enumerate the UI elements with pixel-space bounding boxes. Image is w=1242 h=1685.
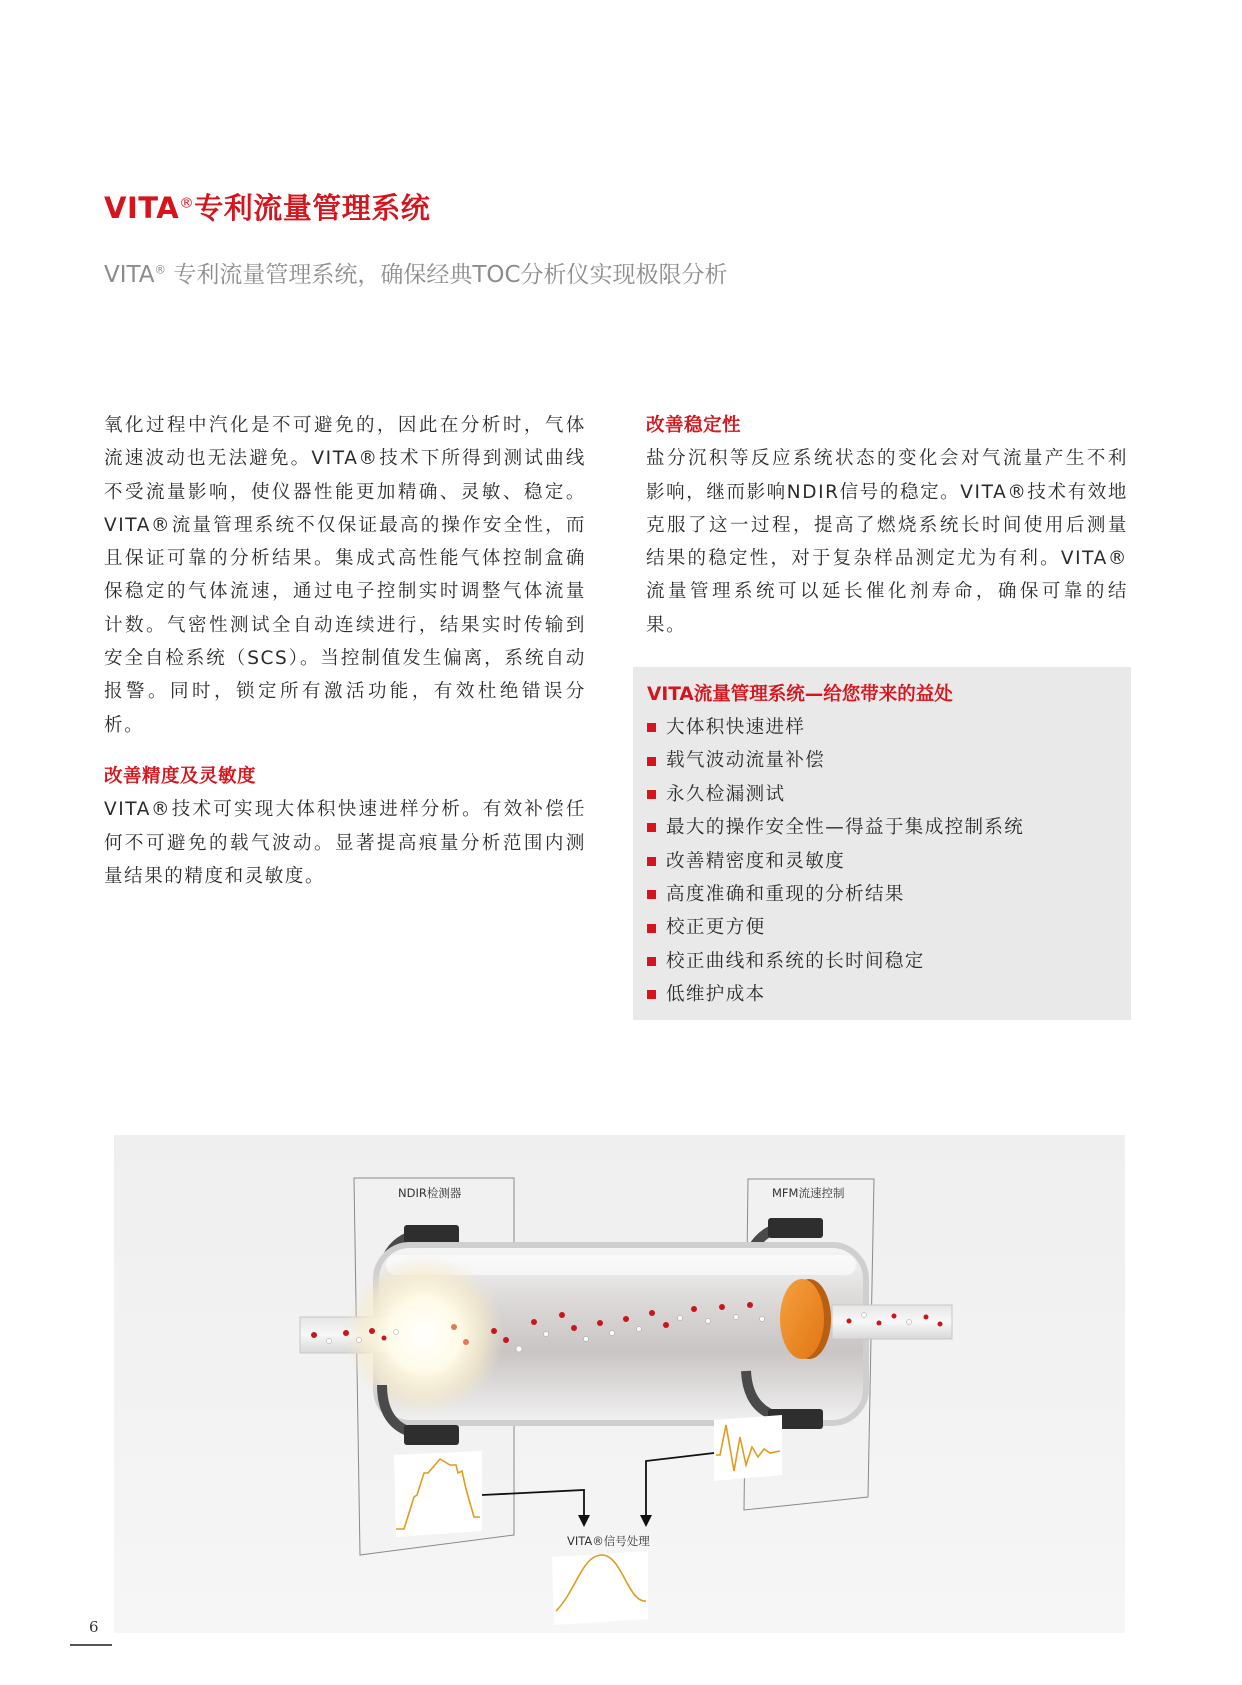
- list-item: 校正更方便: [647, 911, 1024, 944]
- square-bullet-icon: [647, 890, 656, 899]
- square-bullet-icon: [647, 823, 656, 832]
- mfm-clamp-top: [768, 1218, 823, 1238]
- ndir-label: NDIR检测器: [398, 1186, 462, 1200]
- vita-flow-diagram: [114, 1135, 1125, 1633]
- title-brand: VITA: [104, 191, 180, 225]
- page-number-rule: [70, 1644, 112, 1646]
- list-item: 永久检漏测试: [647, 778, 1024, 811]
- list-item: 校正曲线和系统的长时间稳定: [647, 945, 1024, 978]
- subtitle-brand: VITA: [104, 262, 155, 288]
- registered-mark: ®: [154, 262, 167, 277]
- registered-mark: ®: [179, 195, 195, 212]
- signal-arrows: [482, 1453, 714, 1527]
- mfm-signal-chart: [714, 1415, 782, 1481]
- diagram-illustration: [114, 1135, 1125, 1633]
- left-column: [104, 409, 586, 893]
- page-number: 6: [89, 1618, 99, 1636]
- square-bullet-icon: [647, 757, 656, 766]
- benefits-title: VITA流量管理系统—给您带来的益处: [647, 684, 953, 705]
- list-item: 最大的操作安全性—得益于集成控制系统: [647, 811, 1024, 844]
- stability-paragraph: 盐分沉积等反应系统状态的变化会对气流量产生不利影响，继而影响NDIR信号的稳定。VITA®技术有效地克服了这一过程，提高了燃烧系统长时间使用后测量结果的稳定性，对于复杂样品测定尤为有利。VITA®流量管理系统可以延长催化剂寿命，确保可靠的结果。: [646, 448, 1128, 636]
- square-bullet-icon: [647, 723, 656, 732]
- list-item: 大体积快速进样: [647, 711, 1024, 744]
- square-bullet-icon: [647, 857, 656, 866]
- vita-processed-signal-chart: [552, 1551, 648, 1625]
- ndir-light-source-icon: [344, 1255, 504, 1415]
- vita-processing-label: VITA®信号处理: [567, 1534, 650, 1548]
- section-heading-precision: 改善精度及灵敏度: [104, 765, 257, 787]
- square-bullet-icon: [647, 990, 656, 999]
- ndir-signal-chart: [394, 1451, 482, 1537]
- section-heading-stability: 改善稳定性: [646, 415, 742, 436]
- orange-flow-disc: [780, 1279, 831, 1359]
- subtitle-text: 专利流量管理系统，确保经典TOC分析仪实现极限分析: [166, 262, 728, 288]
- benefits-panel: [633, 667, 1131, 1020]
- square-bullet-icon: [647, 924, 656, 933]
- precision-paragraph: VITA®技术可实现大体积快速进样分析。有效补偿任何不可避免的载气波动。显著提高痕量分析范围内测量结果的精度和灵敏度。: [104, 799, 586, 887]
- list-item: 高度准确和重现的分析结果: [647, 878, 1024, 911]
- intro-paragraph: 氧化过程中汽化是不可避免的，因此在分析时，气体流速波动也无法避免。VITA®技术下所得到测试曲线不受流量影响，使仪器性能更加精确、灵敏、稳定。VITA®流量管理系统不仅保证最高的操作安全性，而且保证可靠的分析结果。集成式高性能气体控制盒确保稳定的气体流速，通过电子控制实时调整气体流量计数。气密性测试全自动连续进行，结果实时传输到安全自检系统（SCS）。当控制值发生偏离，系统自动报警。同时，锁定所有激活功能，有效杜绝错误分析。: [104, 415, 586, 736]
- title-text: 专利流量管理系统: [194, 191, 431, 225]
- right-column: [646, 409, 1128, 642]
- list-item: 载气波动流量补偿: [647, 744, 1024, 777]
- square-bullet-icon: [647, 957, 656, 966]
- ndir-clamp-bottom: [404, 1425, 459, 1445]
- list-item: 低维护成本: [647, 978, 1024, 1011]
- page-subtitle: [104, 256, 728, 289]
- benefits-list: [647, 711, 1024, 1012]
- page-title: [104, 186, 430, 227]
- square-bullet-icon: [647, 790, 656, 799]
- list-item: 改善精密度和灵敏度: [647, 845, 1024, 878]
- mfm-label: MFM流速控制: [772, 1186, 845, 1200]
